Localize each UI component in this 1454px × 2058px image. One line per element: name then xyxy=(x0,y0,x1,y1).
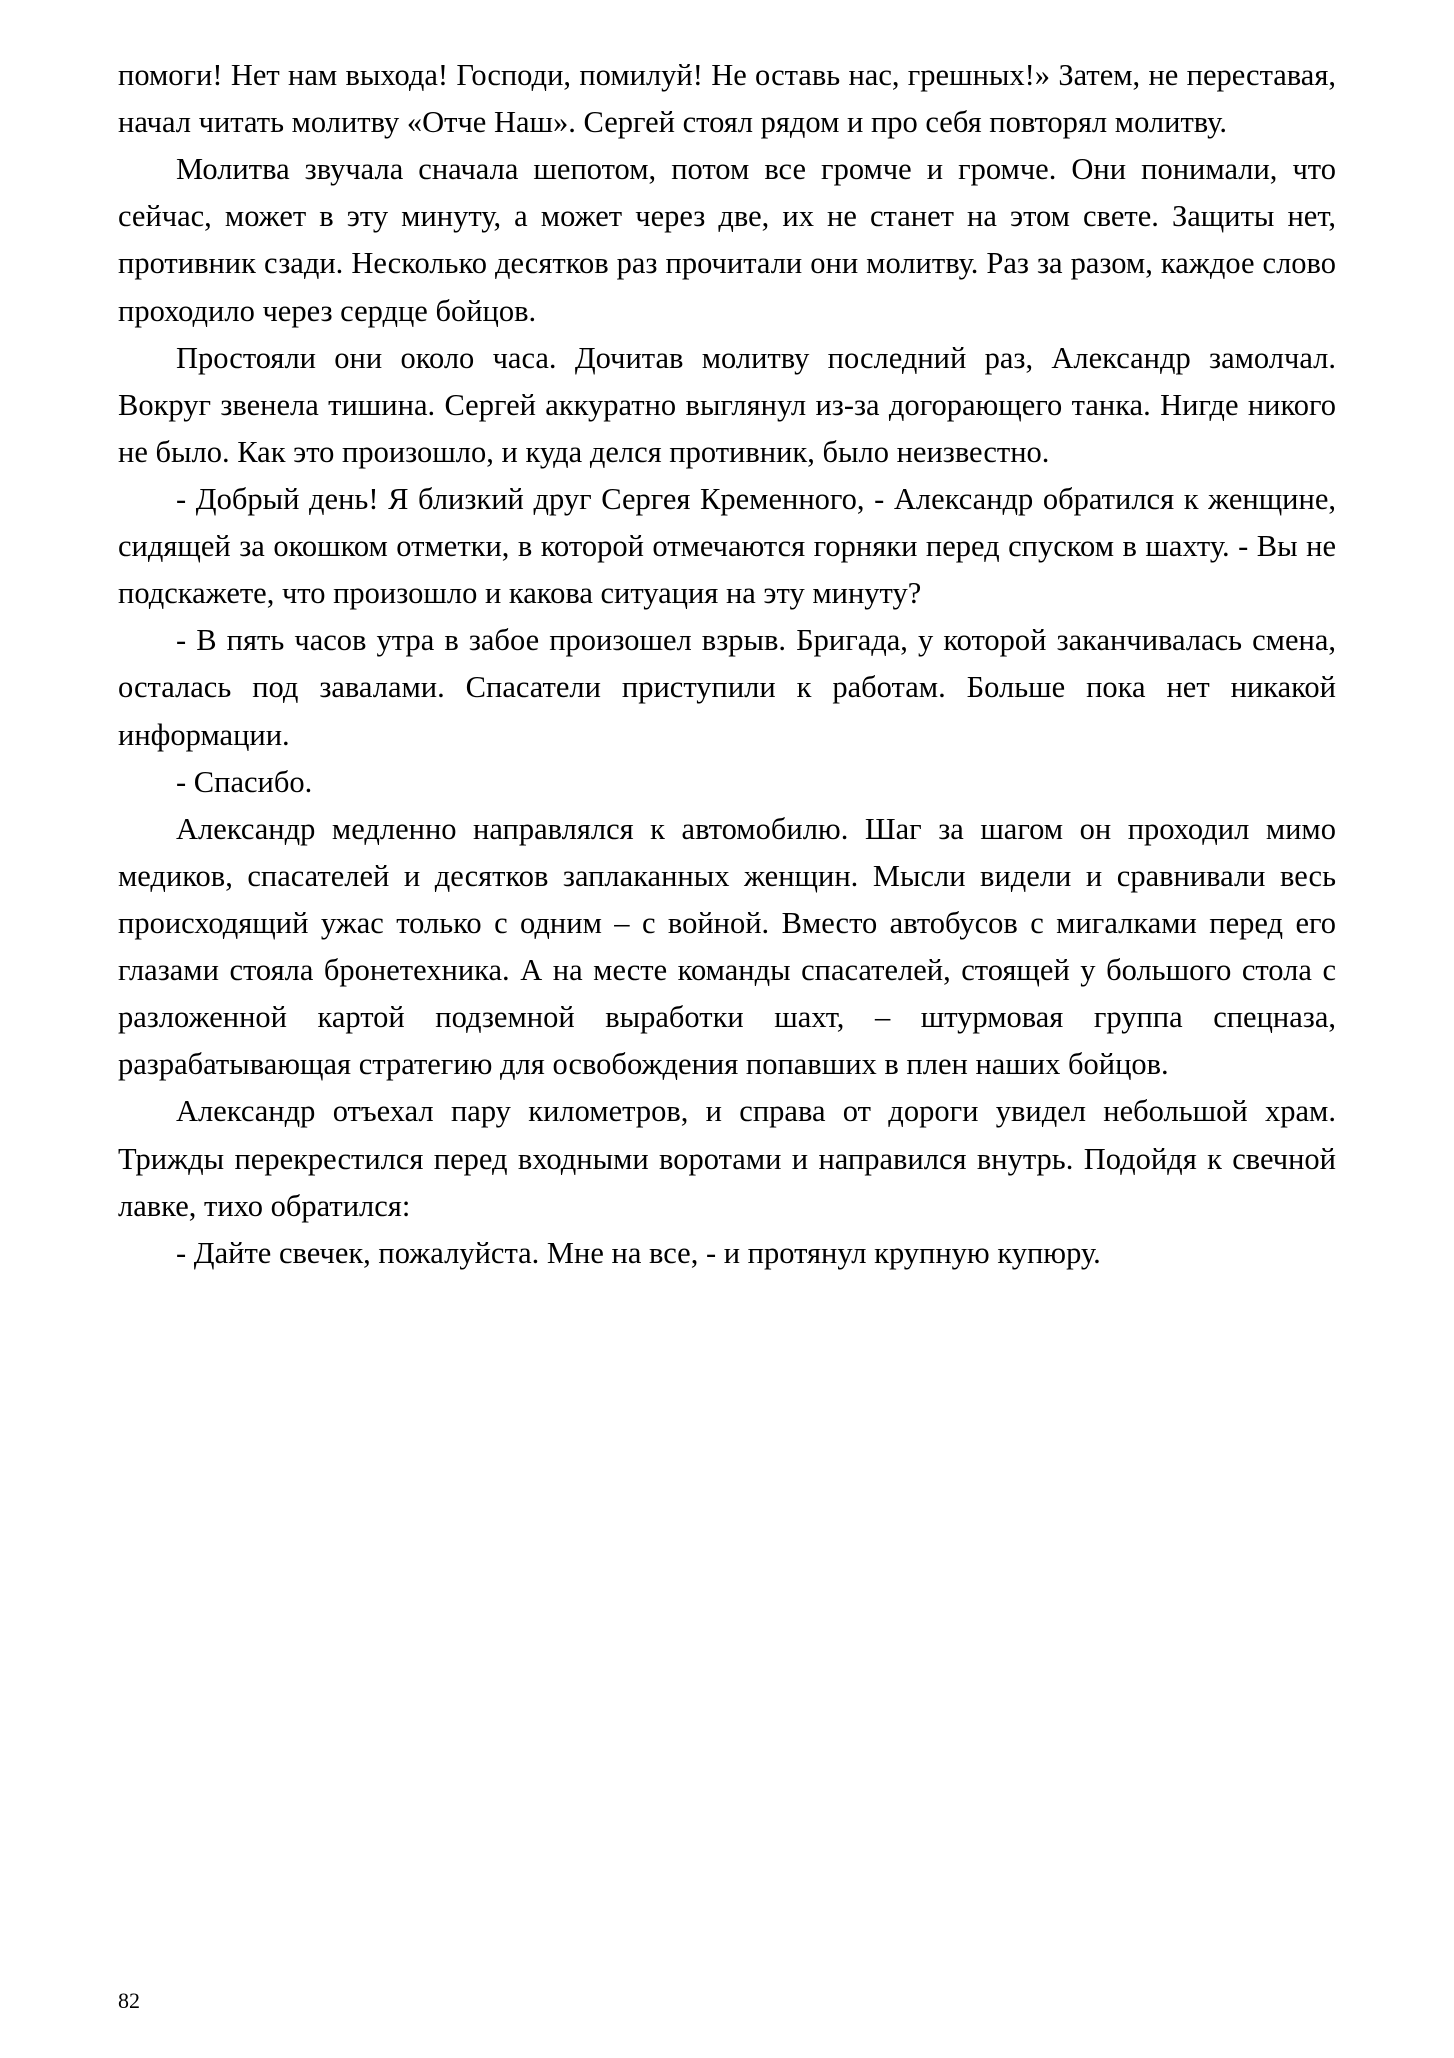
paragraph: Простояли они около часа. Дочитав молитву последний раз, Александр замолчал. Вокруг звенела тишина. Сергей аккуратно выглянул из-за догорающего танка. Нигде никого не было. Как это произошло, и куда делся противник, было неизвестно. xyxy=(118,340,1336,469)
paragraph: Александр отъехал пару километров, и справа от дороги увидел небольшой храм. Трижды перекрестился перед входными воротами и направился внутрь. Подойдя к свечной лавке, тихо обратился: xyxy=(118,1094,1336,1223)
page-number: 82 xyxy=(118,1988,140,2013)
paragraph: - Дайте свечек, пожалуйста. Мне на все, - и протянул крупную купюру. xyxy=(176,1235,1101,1270)
paragraph: Александр медленно направлялся к автомобилю. Шаг за шагом он проходил мимо медиков, спасателей и десятков заплаканных женщин. Мысли видели и сравнивали весь происходящий ужас только с одним – с войной. Вместо автобусов с мигалками перед его глазами стояла бронетехника. А на месте команды спасателей, стоящей у большого стола с разложенной картой подземной выработки шахт, – штурмовая группа спецназа, разрабатывающая стратегию для освобождения попавших в плен наших бойцов. xyxy=(118,811,1336,1082)
page-body xyxy=(118,52,1336,1277)
paragraph: - Добрый день! Я близкий друг Сергея Кременного, - Александр обратился к женщине, сидящей за окошком отметки, в которой отмечаются горняки перед спуском в шахту. - Вы не подскажете, что произошло и какова ситуация на эту минуту? xyxy=(118,481,1336,611)
paragraph: помоги! Нет нам выхода! Господи, помилуй! Не оставь нас, грешных!» Затем, не переставая, начал читать молитву «Отче Наш». Сергей стоял рядом и про себя повторял молитву. xyxy=(118,58,1336,140)
paragraph: - Спасибо. xyxy=(176,764,313,799)
paragraph: - В пять часов утра в забое произошел взрыв. Бригада, у которой заканчивалась смена, осталась под завалами. Спасатели приступили к работам. Больше пока нет никакой информации. xyxy=(118,623,1336,752)
paragraph: Молитва звучала сначала шепотом, потом все громче и громче. Они понимали, что сейчас, может в эту минуту, а может через две, их не станет на этом свете. Защиты нет, противник сзади. Несколько десятков раз прочитали они молитву. Раз за разом, каждое слово проходило через сердце бойцов. xyxy=(118,152,1336,328)
